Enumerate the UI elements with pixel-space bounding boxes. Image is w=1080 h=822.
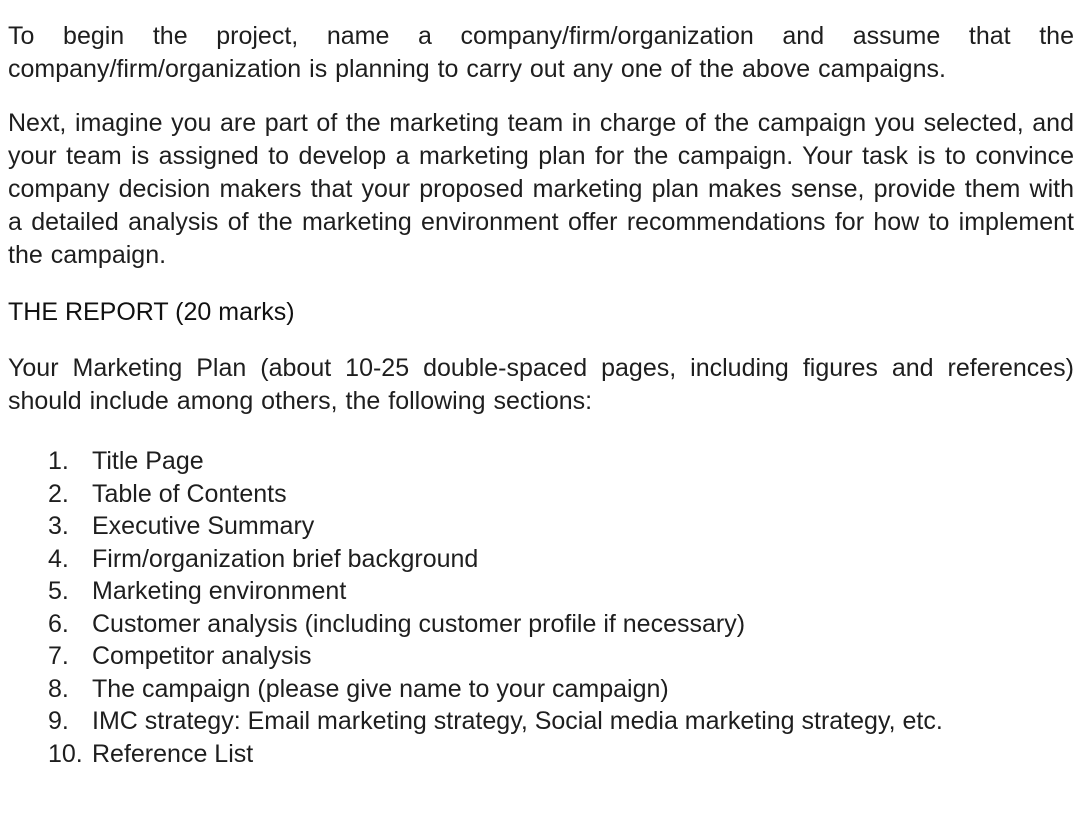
list-item-number: 7. bbox=[48, 642, 69, 670]
report-description: Your Marketing Plan (about 10-25 double-spaced pages, including figures and references) should include among others, the following sections: bbox=[8, 354, 1074, 415]
list-item-number: 4. bbox=[48, 544, 69, 573]
list-item bbox=[48, 575, 1074, 608]
list-item-label: Reference List bbox=[92, 739, 254, 768]
list-item-number: 8. bbox=[48, 674, 69, 703]
list-item-label: IMC strategy: Email marketing strategy, Social media marketing strategy, etc. bbox=[92, 707, 943, 735]
list-item-number: 5. bbox=[48, 577, 69, 605]
list-item-label: Firm/organization brief background bbox=[92, 544, 479, 573]
list-item-number: 1. bbox=[48, 447, 69, 475]
list-item-label: Competitor analysis bbox=[92, 642, 312, 670]
list-item bbox=[48, 705, 1074, 738]
list-item bbox=[48, 510, 1074, 543]
list-item-number: 3. bbox=[48, 512, 69, 540]
task-paragraph: Next, imagine you are part of the marketing team in charge of the campaign you selected, and your team is assigned to develop a marketing plan for the campaign. Your task is to convince company decision makers that your proposed marketing plan makes sense, provide them with a detailed analysis of the marketing environment offer recommendations for how to implement the campaign. bbox=[8, 109, 1074, 269]
report-heading: THE REPORT (20 marks) bbox=[8, 298, 295, 326]
list-item-label: Executive Summary bbox=[92, 512, 315, 540]
list-item bbox=[48, 445, 1074, 478]
list-item-label: The campaign (please give name to your campaign) bbox=[92, 674, 669, 703]
list-item bbox=[48, 478, 1074, 511]
list-item bbox=[48, 673, 1074, 706]
list-item-number: 9. bbox=[48, 707, 69, 735]
list-item-label: Table of Contents bbox=[92, 479, 287, 508]
sections-list bbox=[8, 445, 1074, 770]
list-item bbox=[48, 738, 1074, 771]
list-item-label: Customer analysis (including customer profile if necessary) bbox=[92, 609, 746, 638]
list-item bbox=[48, 543, 1074, 576]
list-item bbox=[48, 608, 1074, 641]
list-item-number: 10. bbox=[48, 739, 83, 768]
document-page bbox=[8, 20, 1074, 770]
list-item-number: 6. bbox=[48, 609, 69, 638]
list-item-label: Title Page bbox=[92, 447, 204, 475]
list-item-number: 2. bbox=[48, 479, 69, 508]
list-item-label: Marketing environment bbox=[92, 577, 347, 605]
list-item bbox=[48, 640, 1074, 673]
intro-paragraph: To begin the project, name a company/firm/organization and assume that the company/firm/organization is planning to carry out any one of the above campaigns. bbox=[8, 22, 1074, 83]
